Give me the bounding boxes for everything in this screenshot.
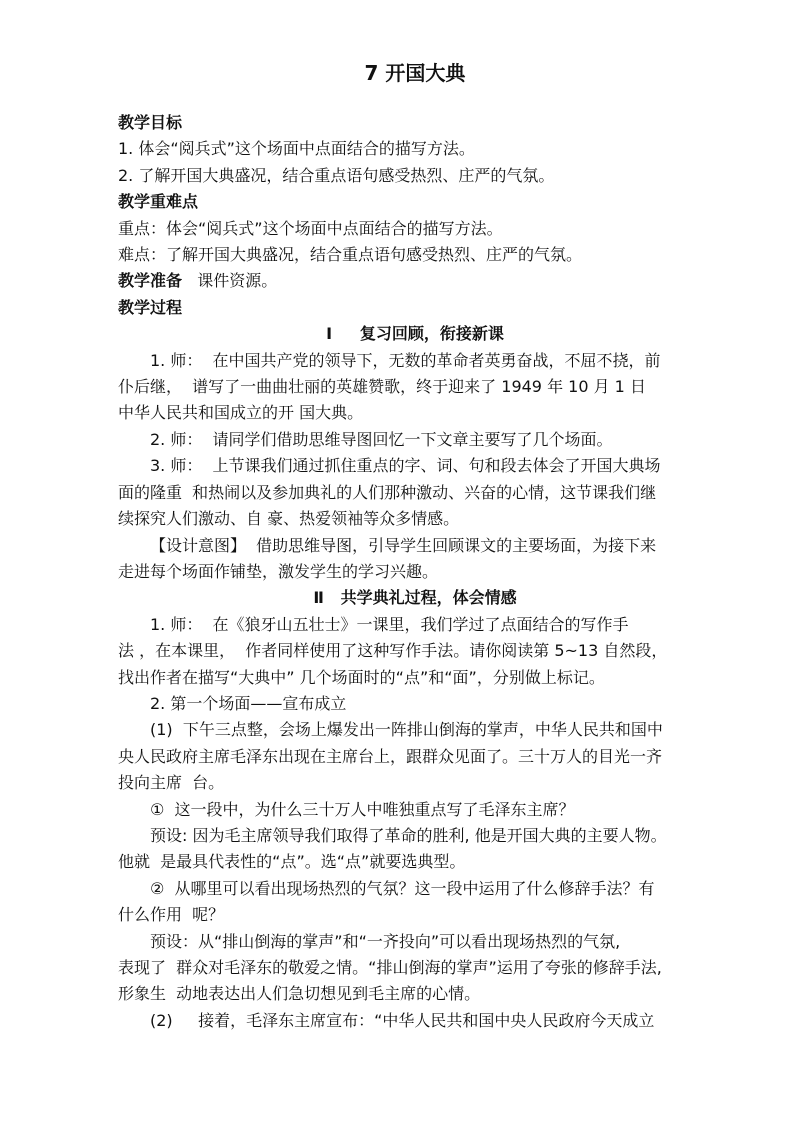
paragraph-line: 找出作者在描写“大典中” 几个场面时的“点”和“面”，分别做上标记。: [118, 667, 605, 687]
paragraph-line: 1. 师： 在中国共产党的领导下，无数的革命者英勇奋战，不屈不挠，前: [150, 350, 661, 370]
paragraph-line: (2) 接着，毛泽东主席宣布：“中华人民共和国中央人民政府今天成立: [150, 1010, 655, 1030]
paragraph-line: 2. 第一个场面——宣布成立: [150, 693, 347, 713]
paragraph-line: 仆后继， 谱写了一曲曲壮丽的英雄赞歌，终于迎来了 1949 年 10 月 1 日: [118, 377, 646, 397]
section-heading: 教学目标: [118, 113, 183, 132]
paragraph-line: 投向主席 台。: [118, 773, 225, 793]
paragraph-line: 【设计意图】 借助思维导图，引导学生回顾课文的主要场面，为接下来: [150, 535, 657, 555]
paragraph-line: 2. 了解开国大典盛况，结合重点语句感受热烈、庄严的气氛。: [118, 165, 555, 185]
page-title: 7 开国大典: [364, 61, 466, 85]
paragraph-line: 法 ，在本课里， 作者同样使用了这种写作手法。请你阅读第 5~13 自然段，: [118, 641, 668, 661]
paragraph-line: 表现了 群众对毛泽东的敬爱之情。“排山倒海的掌声”运用了夸张的修辞手法,: [118, 958, 662, 977]
paragraph-line: 预设: 因为毛主席领导我们取得了革命的胜利, 他是开国大典的主要人物。: [150, 825, 667, 845]
paragraph-line: 中华人民共和国成立的开 国大典。: [118, 403, 364, 423]
paragraph-line: 央人民政府主席毛泽东出现在主席台上，跟群众见面了。三十万人的目光一齐: [118, 746, 663, 766]
paragraph-line: 续探究人们激动、自 豪、热爱领袖等众多情感。: [118, 509, 460, 529]
paragraph-line: 走进每个场面作铺垫，激发学生的学习兴趣。: [118, 561, 439, 581]
prep-text: 课件资源。: [182, 271, 278, 291]
paragraph-line: ① 这一段中，为什么三十万人中唯独重点写了毛泽东主席？: [150, 799, 575, 819]
paragraph-line: 预设：从“排山倒海的掌声”和“一齐投向”可以看出现场热烈的气氛,: [150, 931, 621, 951]
paragraph-line: 3. 师： 上节课我们通过抓住重点的字、词、句和段去体会了开国大典场: [150, 456, 661, 476]
paragraph-line: 重点：体会“阅兵式”这个场面中点面结合的描写方法。: [118, 218, 503, 238]
paragraph-line: 形象生 动地表达出人们急切想见到毛主席的心情。: [118, 984, 481, 1004]
section-heading: 教学准备: [118, 271, 183, 291]
section-heading: 教学重难点: [118, 192, 199, 212]
paragraph-line: 2. 师： 请同学们借助思维导图回忆一下文章主要写了几个场面。: [150, 429, 613, 449]
document-body: [118, 110, 712, 1034]
prep-line: [118, 268, 712, 294]
paragraph-line: 1. 体会“阅兵式”这个场面中点面结合的描写方法。: [118, 139, 475, 159]
process-section-title: Ⅰ 复习回顾，衔接新课: [326, 324, 504, 344]
paragraph-line: 什么作用 呢？: [118, 905, 225, 925]
paragraph-line: (1) 下午三点整，会场上爆发出一阵排山倒海的掌声，中华人民共和国中: [150, 720, 663, 740]
paragraph-line: 1. 师： 在《狼牙山五壮士》一课里，我们学过了点面结合的写作手: [150, 614, 629, 634]
section-heading: 教学过程: [118, 297, 183, 317]
paragraph-line: ② 从哪里可以看出现场热烈的气氛？这一段中运用了什么修辞手法？有: [150, 878, 655, 898]
paragraph-line: 面的隆重 和热闹以及参加典礼的人们那种激动、兴奋的心情，这节课我们继: [118, 482, 657, 502]
process-section-title: Ⅱ 共学典礼过程，体会情感: [313, 588, 517, 608]
paragraph-line: 他就 是最具代表性的“点”。选“点”就要选典型。: [118, 852, 466, 872]
paragraph-line: 难点：了解开国大典盛况，结合重点语句感受热烈、庄严的气氛。: [118, 245, 583, 265]
